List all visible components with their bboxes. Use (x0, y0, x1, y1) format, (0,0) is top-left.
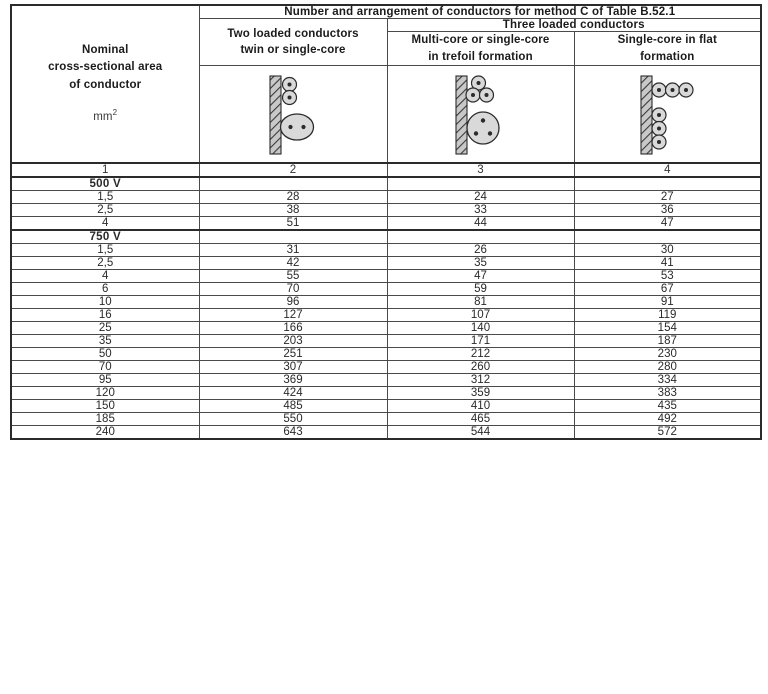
cell-flat: 280 (574, 361, 761, 374)
cell-two-loaded: 369 (199, 374, 387, 387)
cell-flat: 41 (574, 257, 761, 270)
cell-two-loaded: 307 (199, 361, 387, 374)
header-three-loaded-conductors: Three loaded conductors (387, 19, 761, 32)
cell-size: 2,5 (11, 204, 199, 217)
table-row (11, 283, 761, 296)
diagram-cell-trefoil (387, 66, 574, 164)
cell-two-loaded: 70 (199, 283, 387, 296)
cell-two-loaded: 28 (199, 191, 387, 204)
cell-two-loaded: 96 (199, 296, 387, 309)
cell-two-loaded: 424 (199, 387, 387, 400)
header-two-loaded-line2: twin or single-core (240, 44, 346, 57)
cell-two-loaded: 51 (199, 217, 387, 231)
current-carrying-capacity-table (10, 4, 762, 440)
cell-flat: 119 (574, 309, 761, 322)
table-row (11, 387, 761, 400)
cell-trefoil: 33 (387, 204, 574, 217)
cell-two-loaded: 485 (199, 400, 387, 413)
section-header-row (11, 177, 761, 191)
unit-mm: mm (93, 110, 113, 123)
cell-size: 25 (11, 322, 199, 335)
cell-flat: 492 (574, 413, 761, 426)
diagram-cell-two-loaded (199, 66, 387, 164)
cell-two-loaded: 550 (199, 413, 387, 426)
table-row (11, 296, 761, 309)
cell-two-loaded: 38 (199, 204, 387, 217)
table-row (11, 191, 761, 204)
table-row (11, 322, 761, 335)
cell-size: 4 (11, 217, 199, 231)
cell-trefoil: 44 (387, 217, 574, 231)
cell-flat: 67 (574, 283, 761, 296)
table-row (11, 270, 761, 283)
cell-size: 95 (11, 374, 199, 387)
cell-flat: 187 (574, 335, 761, 348)
cell-two-loaded: 127 (199, 309, 387, 322)
header-nominal-line3: of conductor (69, 79, 142, 92)
cell-size: 1,5 (11, 191, 199, 204)
cell-flat: 230 (574, 348, 761, 361)
cell-two-loaded: 643 (199, 426, 387, 440)
voltage-spacer-col2 (199, 230, 387, 244)
column-number-4: 4 (574, 163, 761, 177)
cell-flat: 30 (574, 244, 761, 257)
cell-trefoil: 47 (387, 270, 574, 283)
cell-size: 10 (11, 296, 199, 309)
cell-size: 6 (11, 283, 199, 296)
cell-trefoil: 81 (387, 296, 574, 309)
header-flat-formation (574, 32, 761, 66)
unit-exponent: 2 (112, 108, 118, 118)
cell-trefoil: 171 (387, 335, 574, 348)
cell-size: 1,5 (11, 244, 199, 257)
cell-flat: 91 (574, 296, 761, 309)
cell-size: 4 (11, 270, 199, 283)
table-row (11, 309, 761, 322)
section-header-row (11, 230, 761, 244)
flat-formation-diagram (630, 68, 704, 160)
cell-two-loaded: 55 (199, 270, 387, 283)
cell-trefoil: 35 (387, 257, 574, 270)
table-row (11, 400, 761, 413)
voltage-spacer-col2 (199, 177, 387, 191)
table-row (11, 217, 761, 231)
table-row (11, 374, 761, 387)
cell-flat: 27 (574, 191, 761, 204)
header-nominal-line2: cross-sectional area (48, 61, 163, 74)
cell-trefoil: 24 (387, 191, 574, 204)
header-trefoil-formation (387, 32, 574, 66)
cell-size: 70 (11, 361, 199, 374)
header-row-main (11, 5, 761, 19)
cell-trefoil: 26 (387, 244, 574, 257)
table-row (11, 426, 761, 440)
cell-flat: 435 (574, 400, 761, 413)
cell-trefoil: 544 (387, 426, 574, 440)
header-two-loaded-conductors (199, 19, 387, 66)
cell-size: 50 (11, 348, 199, 361)
cell-trefoil: 465 (387, 413, 574, 426)
trefoil-formation-diagram (444, 68, 518, 160)
header-flat-line2: formation (640, 50, 695, 63)
cell-trefoil: 359 (387, 387, 574, 400)
column-number-3: 3 (387, 163, 574, 177)
table-row (11, 361, 761, 374)
cell-flat: 572 (574, 426, 761, 440)
cell-trefoil: 410 (387, 400, 574, 413)
cell-flat: 154 (574, 322, 761, 335)
cell-two-loaded: 251 (199, 348, 387, 361)
cell-size: 2,5 (11, 257, 199, 270)
voltage-spacer-col4 (574, 177, 761, 191)
voltage-label-750v: 750 V (11, 230, 199, 244)
cell-flat: 383 (574, 387, 761, 400)
column-number-1: 1 (11, 163, 199, 177)
cell-size: 185 (11, 413, 199, 426)
cell-size: 16 (11, 309, 199, 322)
header-two-loaded-line1: Two loaded conductors (227, 27, 359, 40)
cell-trefoil: 260 (387, 361, 574, 374)
cell-trefoil: 140 (387, 322, 574, 335)
cell-flat: 334 (574, 374, 761, 387)
header-nominal-area (11, 5, 199, 163)
table-row (11, 348, 761, 361)
cell-flat: 36 (574, 204, 761, 217)
column-number-row (11, 163, 761, 177)
table-row (11, 244, 761, 257)
cell-two-loaded: 31 (199, 244, 387, 257)
voltage-label-500v: 500 V (11, 177, 199, 191)
cell-two-loaded: 42 (199, 257, 387, 270)
voltage-spacer-col3 (387, 230, 574, 244)
voltage-spacer-col3 (387, 177, 574, 191)
cell-two-loaded: 166 (199, 322, 387, 335)
cell-flat: 53 (574, 270, 761, 283)
header-unit-mm2 (12, 107, 199, 127)
diagram-cell-flat (574, 66, 761, 164)
cell-two-loaded: 203 (199, 335, 387, 348)
header-trefoil-line2: in trefoil formation (428, 50, 533, 63)
header-flat-line1: Single-core in flat (617, 34, 717, 46)
table-row (11, 257, 761, 270)
header-span-title: Number and arrangement of conductors for method C of Table B.52.1 (199, 5, 761, 19)
cell-trefoil: 212 (387, 348, 574, 361)
table-row (11, 335, 761, 348)
cell-flat: 47 (574, 217, 761, 231)
header-trefoil-line1: Multi-core or single-core (411, 34, 550, 46)
cell-size: 240 (11, 426, 199, 440)
cell-size: 35 (11, 335, 199, 348)
cell-size: 150 (11, 400, 199, 413)
voltage-spacer-col4 (574, 230, 761, 244)
cell-trefoil: 312 (387, 374, 574, 387)
cell-trefoil: 59 (387, 283, 574, 296)
two-loaded-conductors-diagram (256, 68, 330, 160)
cell-size: 120 (11, 387, 199, 400)
cell-trefoil: 107 (387, 309, 574, 322)
table-row (11, 413, 761, 426)
column-number-2: 2 (199, 163, 387, 177)
table-row (11, 204, 761, 217)
header-nominal-line1: Nominal (82, 43, 129, 56)
